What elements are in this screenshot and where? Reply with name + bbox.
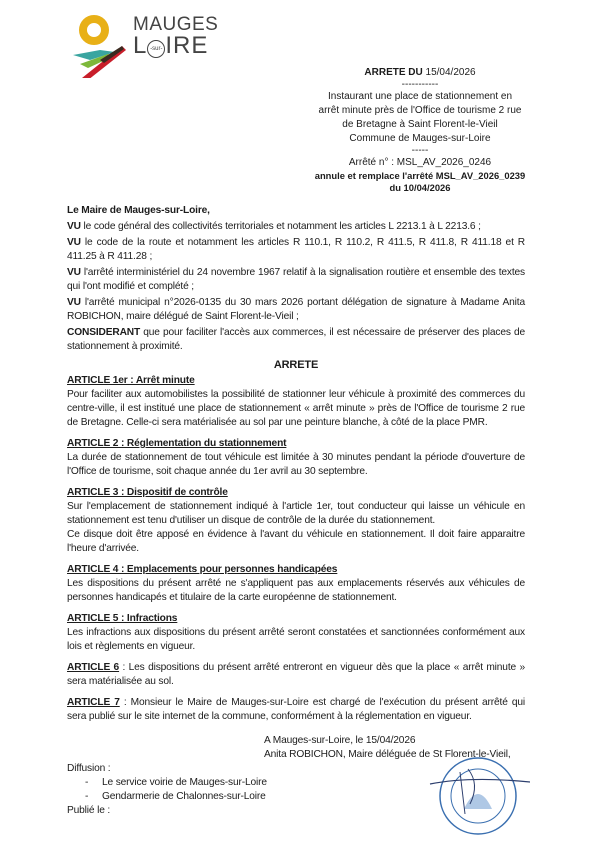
article-title: ARTICLE 6 — [67, 662, 120, 673]
article-title: ARTICLE 4 : Emplacements pour personnes handicapées — [67, 564, 338, 575]
article-2 — [67, 437, 525, 479]
logo-L: L — [133, 32, 148, 59]
vu-clause — [67, 220, 525, 234]
replaces-note: annule et remplace l'arrêté MSL_AV_2026_0239 — [314, 170, 526, 181]
title-label: ARRETE DU — [364, 67, 423, 78]
signatory: Anita ROBICHON, Maire déléguée de St Florent-le-Vieil, — [264, 749, 511, 760]
clause-text: le code général des collectivités territoriales et notamment les articles L 2213.1 à L 2213.6 ; — [80, 221, 481, 232]
clause-text: que pour faciliter l'accès aux commerces, il est nécessaire de préserver des places de stationnement à proximité. — [67, 327, 525, 352]
article-title: ARTICLE 5 : Infractions — [67, 613, 178, 624]
article-1 — [67, 374, 525, 430]
arrete-number: Arrêté n° : MSL_AV_2026_0246 — [348, 157, 492, 168]
logo-line1: MAUGES — [133, 14, 219, 35]
article-text: Ce disque doit être apposé en évidence à l'avant du véhicule en stationnement. Il doit faire apparaitre l'heure d'arrivée. — [67, 529, 525, 554]
article-7 — [67, 696, 525, 724]
clause-label: CONSIDERANT — [67, 327, 141, 338]
closing-section — [67, 734, 525, 824]
replaces-date: du 10/04/2026 — [389, 182, 451, 193]
separator: ----------- — [401, 79, 439, 90]
article-title: ARTICLE 7 — [67, 697, 120, 708]
article-text: : Les dispositions du présent arrêté entreront en vigueur dès que la place « arrêt minute » sera matérialisée au sol. — [67, 662, 525, 687]
article-4 — [67, 563, 525, 605]
article-text: Pour faciliter aux automobilistes la possibilité de stationner leur véhicule à proximité des commerces du centre-ville, il est institué une place de stationnement « arrêt minute » près de l'Office de tourisme 2 rue de Bretagne. Celle-ci sera matérialisée au sol par une peinture blanche, à côté de la place PMR. — [67, 389, 525, 428]
separator: ----- — [411, 145, 429, 156]
article-title: ARTICLE 3 : Dispositif de contrôle — [67, 487, 228, 498]
subtitle-line: de Bretagne à Saint Florent-le-Vieil — [342, 119, 498, 130]
article-title: ARTICLE 2 : Réglementation du stationnement — [67, 438, 287, 449]
document-body — [67, 0, 525, 844]
diffusion-item: - Le service voirie de Mauges-sur-Loire — [67, 776, 525, 790]
article-text: Sur l'emplacement de stationnement indiqué à l'article 1er, tout conducteur qui laisse un véhicule en stationnement est tenu d'utiliser un disque de contrôle de la durée du stationnement. — [67, 501, 525, 526]
diffusion-item: - Gendarmerie de Chalonnes-sur-Loire — [67, 790, 525, 804]
maire-heading: Le Maire de Mauges-sur-Loire, — [67, 205, 210, 216]
vu-clause — [67, 296, 525, 324]
subtitle-line: Commune de Mauges-sur-Loire — [349, 133, 491, 144]
diffusion-label: Diffusion : — [67, 763, 111, 774]
clause-text: l'arrêté municipal n°2026-0135 du 30 mars 2026 portant délégation de signature à Madame Anita ROBICHON, maire délégué de Saint Florent-le-Vieil ; — [67, 297, 525, 322]
logo-IRE: IRE — [165, 32, 209, 59]
clause-label: VU — [67, 297, 81, 308]
article-6 — [67, 661, 525, 689]
article-title: ARTICLE 1er : Arrêt minute — [67, 375, 195, 386]
considerant-clause — [67, 326, 525, 354]
article-3 — [67, 486, 525, 556]
article-text: Les dispositions du présent arrêté ne s'appliquent pas aux emplacements réservés aux véhicules de personnes handicapés et titulaire de la carte européenne de stationnement. — [67, 578, 525, 603]
article-text: La durée de stationnement de tout véhicule est limitée à 30 minutes pendant la période d'ouverture de l'Office de tourisme, soit chaque année du 1er avril au 30 septembre. — [67, 452, 525, 477]
subtitle-line: Instaurant une place de stationnement en — [327, 91, 513, 102]
arrete-heading: ARRETE — [273, 359, 319, 371]
preamble — [67, 204, 525, 354]
diffusion-list — [67, 776, 525, 804]
logo-sur: -sur- — [147, 40, 165, 58]
clause-text: l'arrêté interministériel du 24 novembre 1967 relatif à la signalisation routière et ensemble des textes qui l'ont modifié et complété ; — [67, 267, 525, 292]
article-5 — [67, 612, 525, 654]
clause-label: VU — [67, 267, 81, 278]
clause-text: le code de la route et notamment les articles R 110.1, R 110.2, R 411.5, R 411.8, R 411.18 et R 411.25 à R 411.28 ; — [67, 237, 525, 262]
title-date: 15/04/2026 — [425, 67, 476, 78]
subtitle-line: arrêt minute près de l'Office de tourisme 2 rue — [318, 105, 522, 116]
vu-clause — [67, 266, 525, 294]
published-label: Publié le : — [67, 805, 111, 816]
vu-clause — [67, 236, 525, 264]
article-text: Les infractions aux dispositions du présent arrêté seront constatées et sanctionnées conformément aux lois et règlements en vigueur. — [67, 627, 525, 652]
article-text: : Monsieur le Maire de Mauges-sur-Loire est chargé de l'exécution du présent arrêté qui sera publié sur le site internet de la commune, conformément à la réglementation en vigueur. — [67, 697, 525, 722]
place-date: A Mauges-sur-Loire, le 15/04/2026 — [264, 735, 416, 746]
clause-label: VU — [67, 221, 81, 232]
clause-label: VU — [67, 237, 81, 248]
